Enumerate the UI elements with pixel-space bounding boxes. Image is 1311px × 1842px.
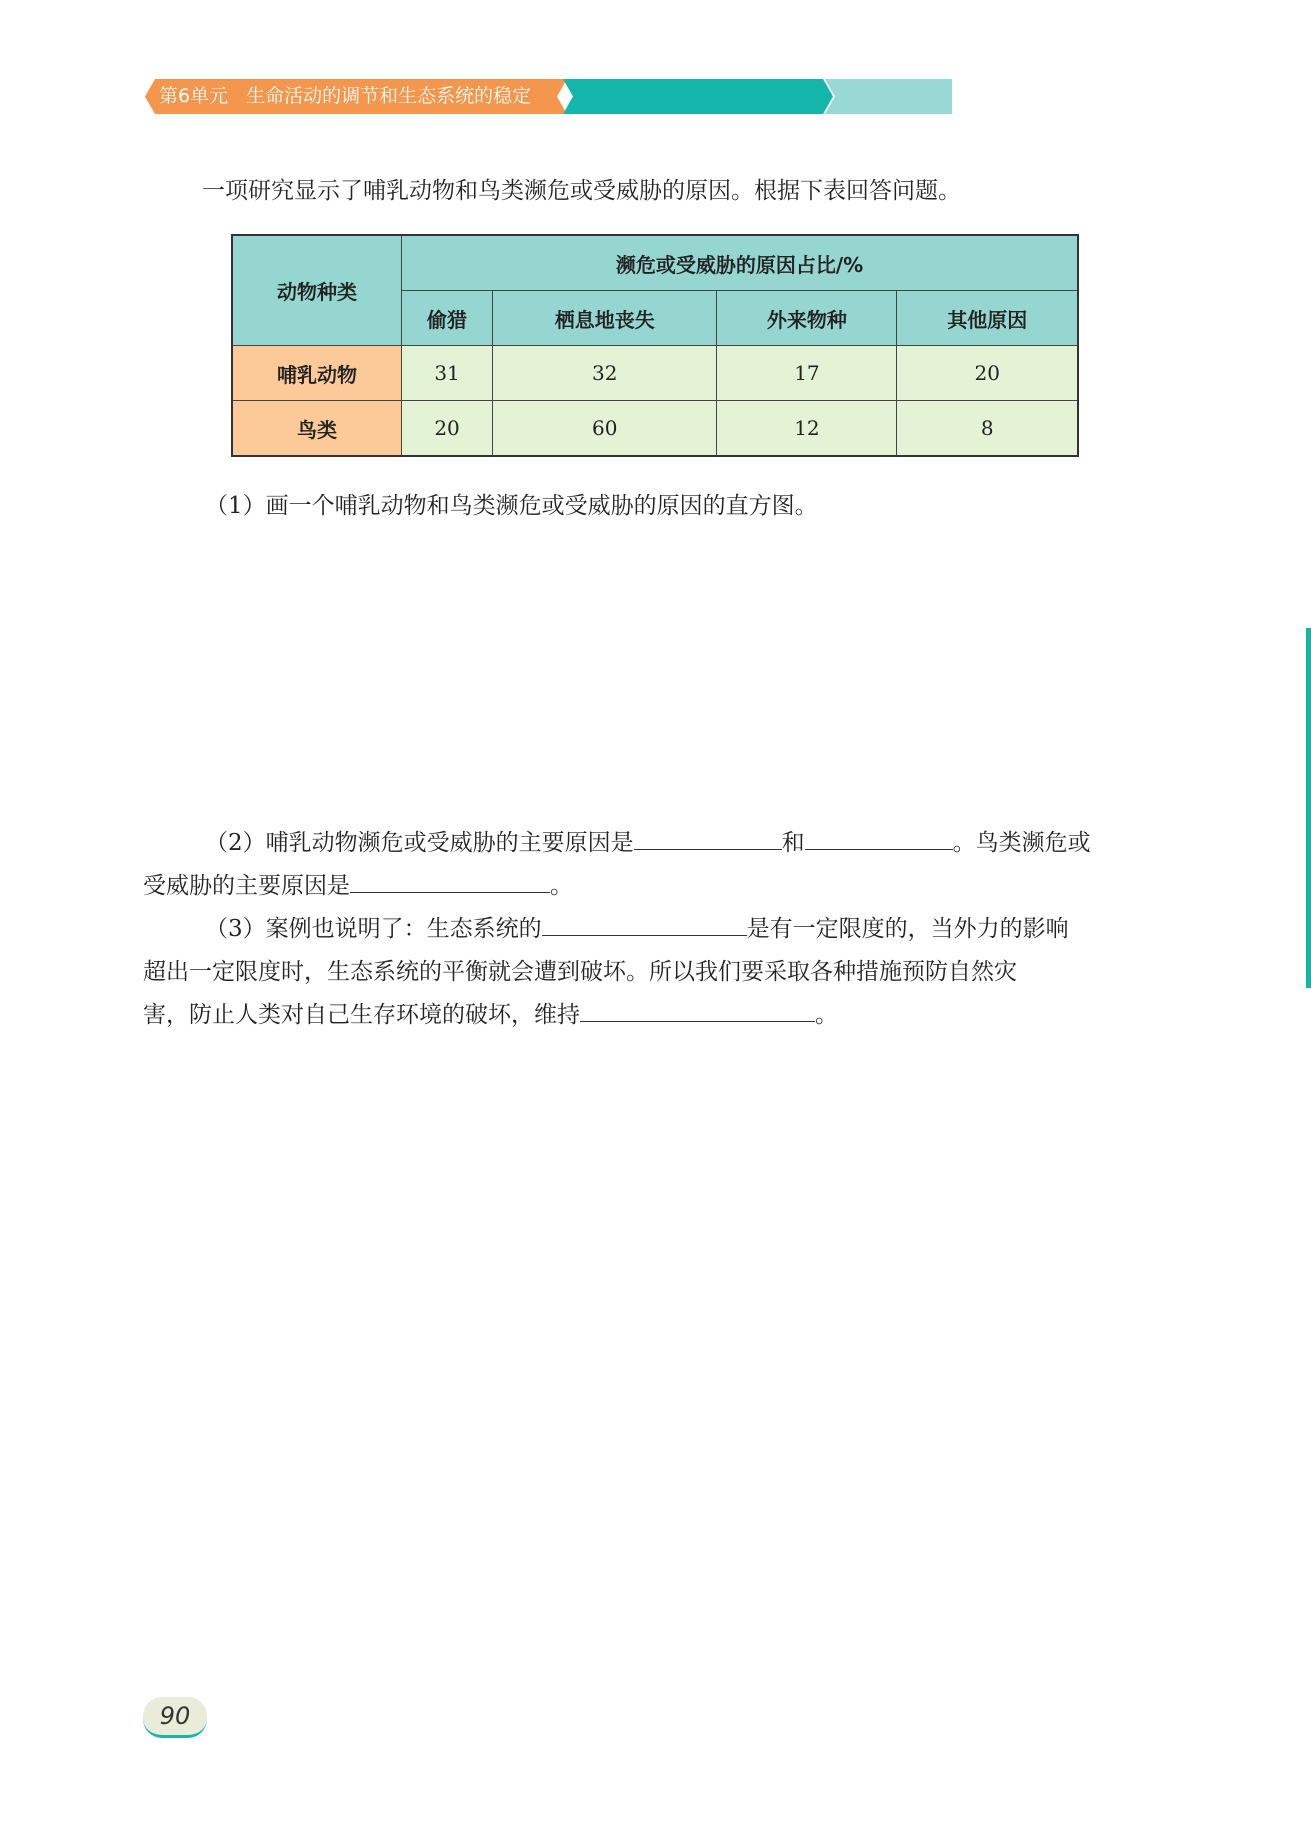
intro-text: 一项研究显示了哺乳动物和鸟类濒危或受威胁的原因。根据下表回答问题。	[202, 178, 961, 204]
group-header-cell: 濒危或受威胁的原因占比/%	[402, 235, 1079, 291]
answer-blank[interactable]	[634, 823, 782, 850]
q3-text-e: 。	[815, 1002, 838, 1028]
column-header: 偷猎	[402, 291, 493, 346]
table-cell: 17	[717, 346, 897, 401]
q3-text-b: 是有一定限度的，当外力的影响	[746, 916, 1069, 942]
table-row	[232, 346, 1078, 401]
unit-label: 第6单元	[159, 85, 229, 107]
q2-text-d: 受威胁的主要原因是	[143, 873, 350, 899]
answer-blank[interactable]	[580, 995, 815, 1022]
unit-title: 生命活动的调节和生态系统的稳定	[246, 85, 532, 107]
column-header: 外来物种	[717, 291, 897, 346]
answer-blank[interactable]	[350, 866, 550, 893]
table-cell: 31	[402, 346, 493, 401]
question-3-line-3	[143, 994, 838, 1037]
table-row	[232, 401, 1078, 457]
table-header-row	[232, 235, 1078, 291]
q3-text-d: 害，防止人类对自己生存环境的破坏，维持	[143, 1002, 580, 1028]
row-label: 鸟类	[232, 401, 402, 457]
q2-text-e: 。	[550, 873, 573, 899]
unit-banner	[145, 79, 807, 114]
table-cell: 60	[493, 401, 717, 457]
row-header-cell: 动物种类	[232, 235, 402, 346]
question-2-line-2	[143, 865, 573, 908]
causes-table	[231, 234, 1079, 457]
question-1: （1）画一个哺乳动物和鸟类濒危或受威胁的原因的直方图。	[205, 493, 818, 519]
question-3-line-2: 超出一定限度时，生态系统的平衡就会遭到破坏。所以我们要采取各种措施预防自然灾	[143, 959, 1017, 985]
table-cell: 8	[897, 401, 1078, 457]
column-header: 其他原因	[897, 291, 1078, 346]
page-number: 90	[143, 1697, 207, 1738]
answer-blank[interactable]	[542, 909, 747, 936]
q2-text-a: （2）哺乳动物濒危或受威胁的主要原因是	[205, 830, 634, 856]
banner-teal-segment	[563, 79, 833, 114]
table-cell: 12	[717, 401, 897, 457]
question-2-line-1	[205, 822, 1091, 865]
row-label: 哺乳动物	[232, 346, 402, 401]
table-cell: 20	[897, 346, 1078, 401]
q3-text-a: （3）案例也说明了：生态系统的	[205, 916, 542, 942]
table-cell: 20	[402, 401, 493, 457]
question-3-line-1	[205, 908, 1069, 951]
answer-blank[interactable]	[805, 823, 953, 850]
page-edge-marker	[1306, 628, 1311, 988]
table-cell: 32	[493, 346, 717, 401]
banner-light-segment	[825, 79, 952, 114]
column-header: 栖息地丧失	[493, 291, 717, 346]
q2-text-c: 。鸟类濒危或	[952, 830, 1091, 856]
banner-title	[159, 79, 531, 114]
q2-text-b: 和	[781, 830, 805, 856]
